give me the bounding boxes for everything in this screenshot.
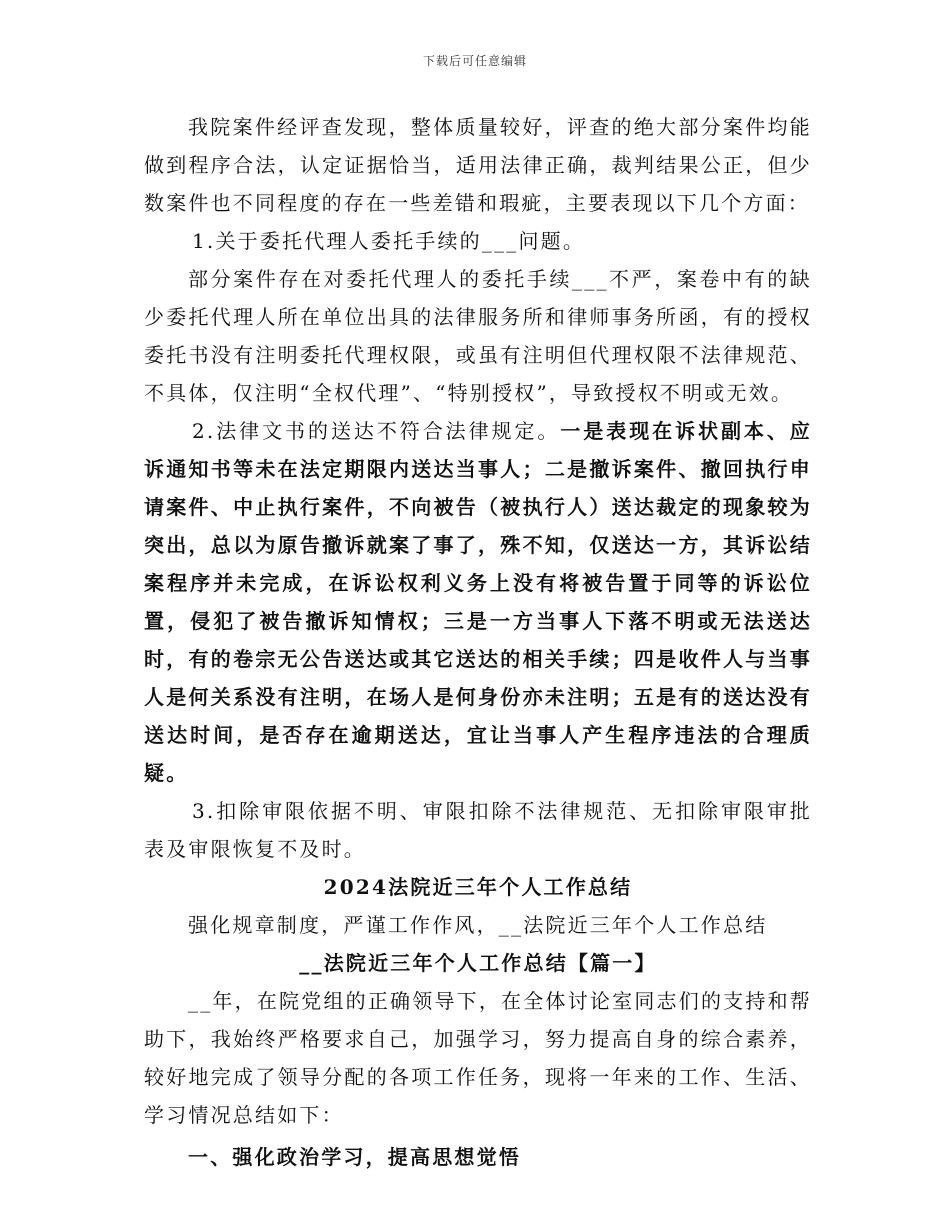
item-2-lead: 2.法律文书的送达不符合法律规定。 xyxy=(192,419,561,443)
paragraph-item-2 xyxy=(144,412,812,792)
paragraph-item-3: 3.扣除审限依据不明、审限扣除不法律规范、无扣除审限审批表及审限恢复不及时。 xyxy=(144,799,812,861)
document-subtitle: 强化规章制度，严谨工作作风，__法院近三年个人工作总结 xyxy=(188,913,768,937)
page-header: 下载后可任意编辑 xyxy=(422,54,527,68)
item-2-details: 一是表现在诉状副本、应诉通知书等未在法定期限内送达当事人；二是撤诉案件、撤回执行申请案件、中止执行案件，不向被告（被执行人）送达裁定的现象较为突出，总以为原告撤诉就案了事了，殊不知，仅送达一方，其诉讼结案程序并未完成，在诉讼权利义务上没有将被告置于同等的诉讼位置，侵犯了被告撤诉知情权；三是一方当事人下落不明或无法送达时，有的卷宗无公告送达或其它送达的相关手续；四是收件人与当事人是何关系没有注明，在场人是何身份亦未注明；五是有的送达没有送达时间，是否存在逾期送达，宜让当事人产生程序违法的合理质疑。 xyxy=(144,419,813,785)
item-1-heading: 1.关于委托代理人委托手续的___问题。 xyxy=(192,229,586,253)
paragraph-item-1: 部分案件存在对委托代理人的委托手续___不严，案卷中有的缺少委托代理人所在单位出具的法律服务所和律师事务所函，有的授权委托书没有注明委托代理权限，或虽有注明但代理权限不法律规范、不具体，仅注明“全权代理”、“特别授权”，导致授权不明或无效。 xyxy=(144,267,812,405)
document-title: 2024法院近三年个人工作总结 xyxy=(323,875,633,899)
document-body xyxy=(144,108,812,1176)
paragraph-intro: 我院案件经评查发现，整体质量较好，评查的绝大部分案件均能做到程序合法，认定证据恰当，适用法律正确，裁判结果公正，但少数案件也不同程度的存在一些差错和瑕疵，主要表现以下几个方面： xyxy=(144,115,812,215)
heading-1: 一、强化政治学习，提高思想觉悟 xyxy=(188,1145,521,1169)
section-title: __法院近三年个人工作总结【篇一】 xyxy=(299,951,657,975)
paragraph-section-intro: __年，在院党组的正确领导下，在全体讨论室同志们的支持和帮助下，我始终严格要求自己，加强学习，努力提高自身的综合素养，较好地完成了领导分配的各项工作任务，现将一年来的工作、生活、学习情况总结如下： xyxy=(144,989,812,1127)
